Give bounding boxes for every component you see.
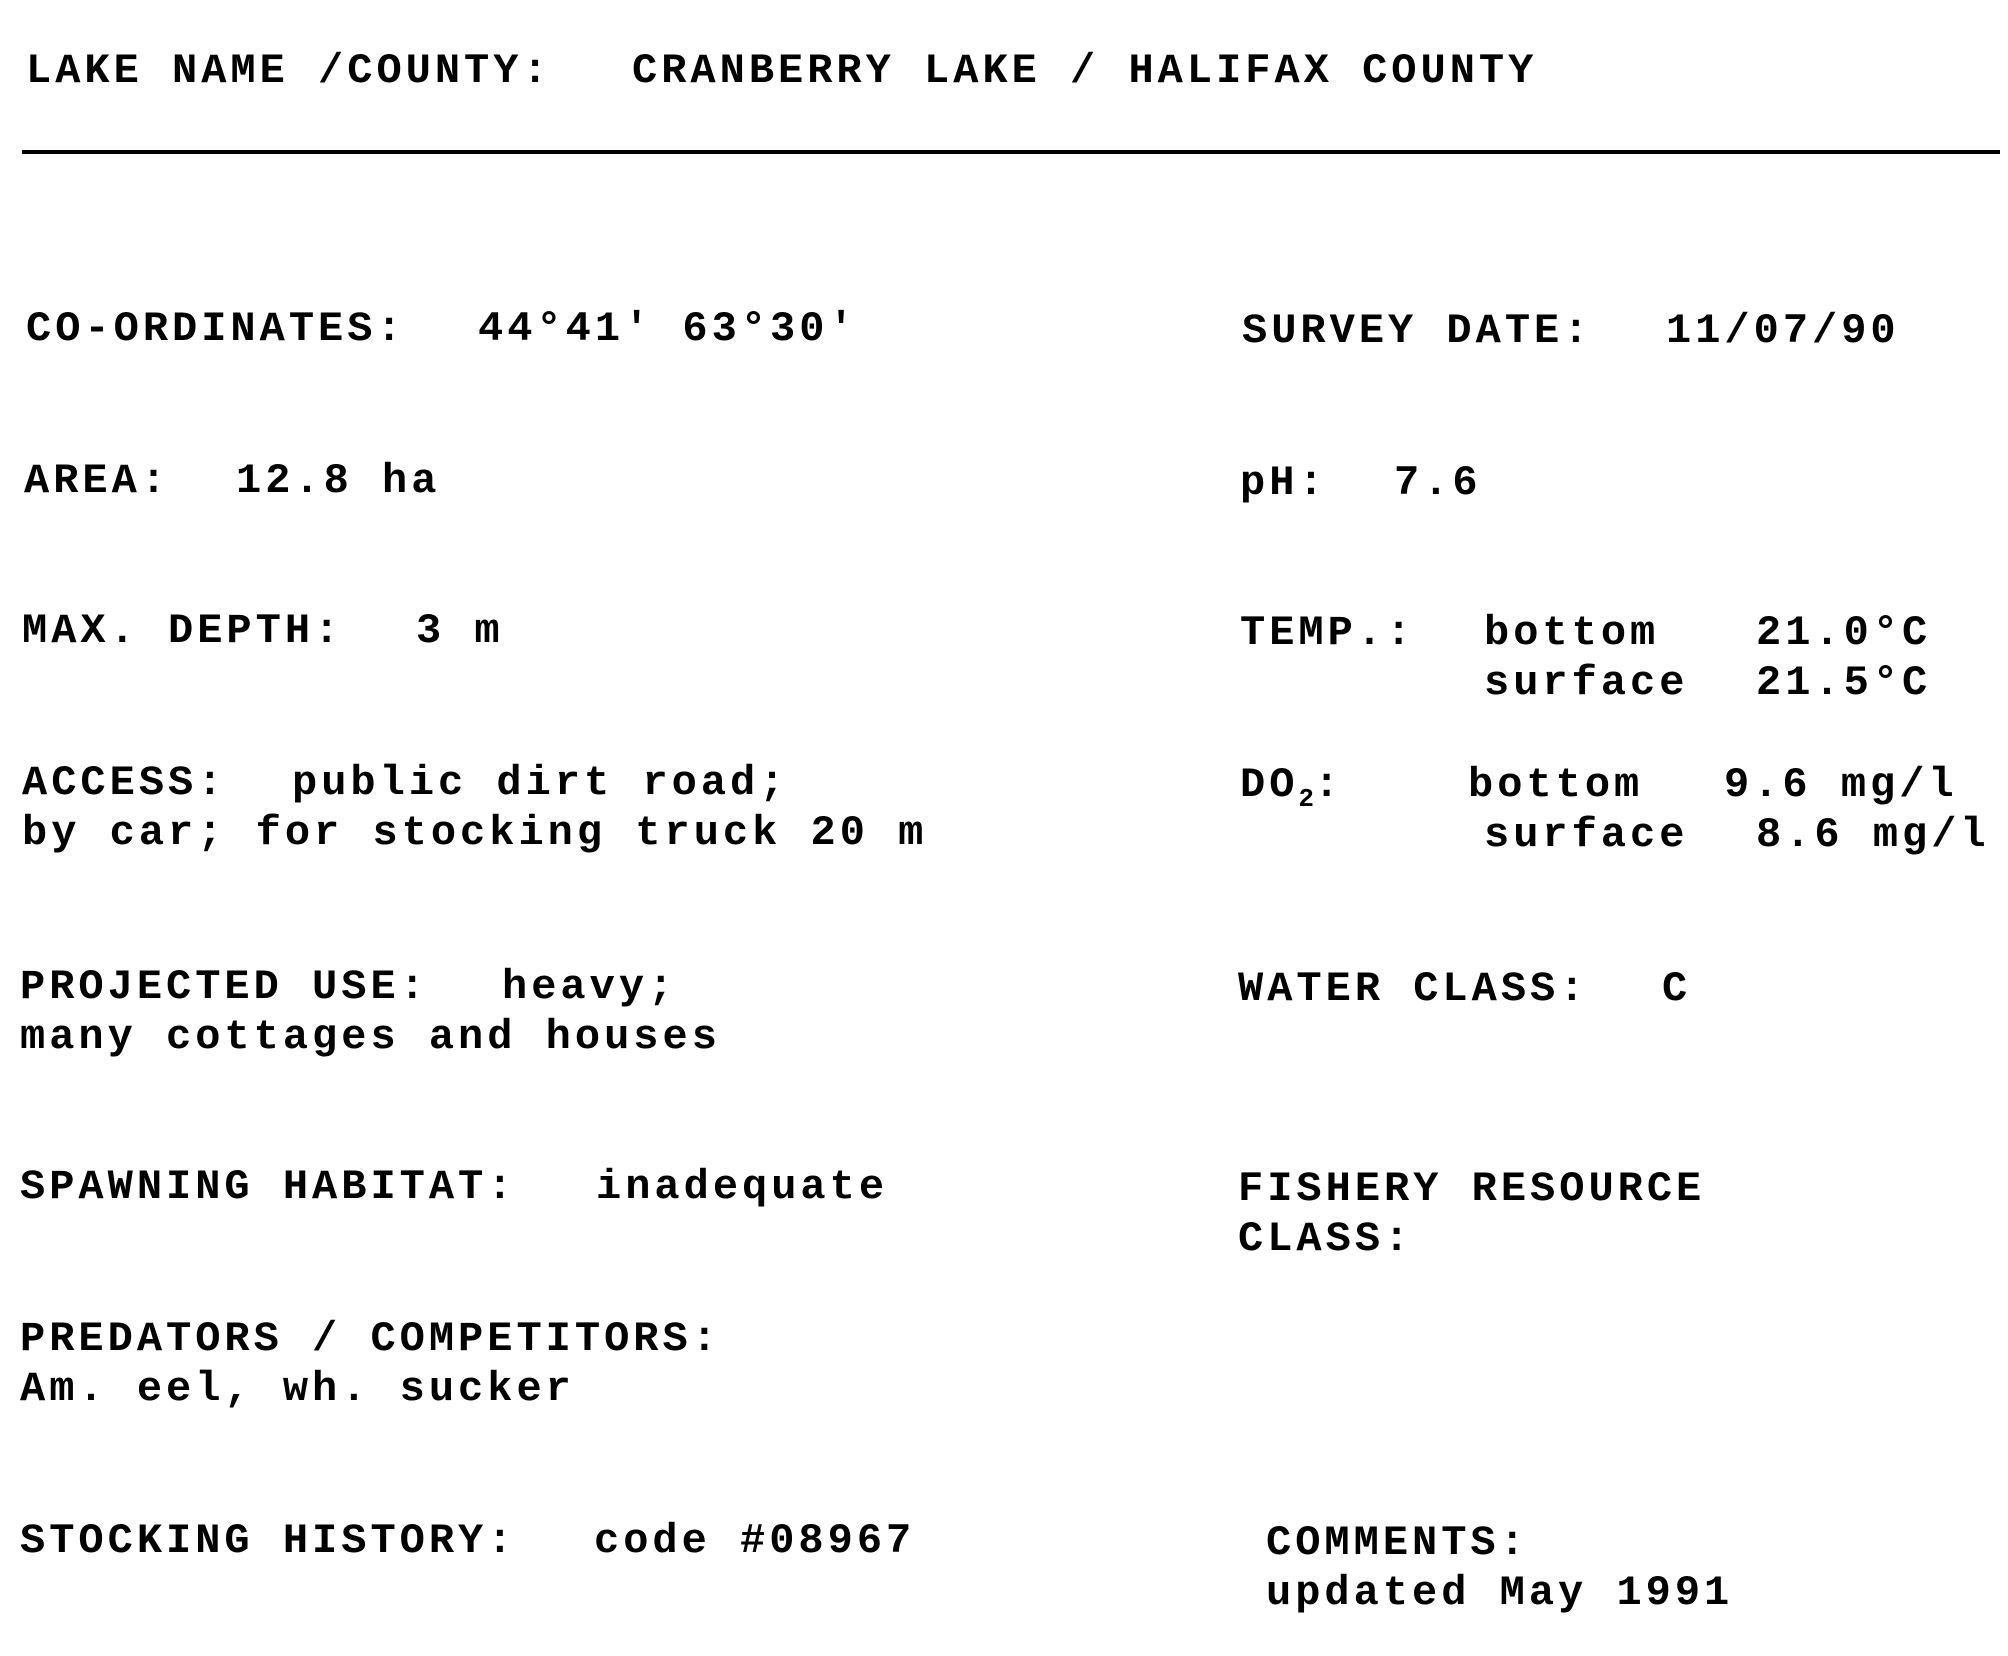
stocking-history-label: STOCKING HISTORY:: [20, 1517, 517, 1565]
temp-surface-label: surface: [1484, 659, 1689, 707]
fishery-resource-label-line2: CLASS:: [1238, 1215, 1414, 1263]
lake-name-label: LAKE NAME /COUNTY:: [26, 47, 552, 95]
spawning-habitat-value: inadequate: [596, 1163, 889, 1211]
stocking-history-value: code #08967: [594, 1517, 916, 1565]
access-value-line2: by car; for stocking truck 20 m: [22, 809, 928, 857]
comments-value: updated May 1991: [1266, 1569, 1734, 1617]
coordinates-label: CO-ORDINATES:: [26, 305, 406, 353]
comments-label: COMMENTS:: [1266, 1519, 1529, 1567]
access-label: ACCESS:: [22, 759, 227, 807]
temp-bottom-value: 21.0°C: [1756, 609, 1932, 657]
temp-surface-value: 21.5°C: [1756, 659, 1932, 707]
projected-use-value-line1: heavy;: [502, 963, 678, 1011]
survey-date-value: 11/07/90: [1666, 307, 1900, 355]
area-label: AREA:: [24, 457, 171, 505]
fishery-resource-label-line1: FISHERY RESOURCE: [1238, 1165, 1706, 1213]
ph-value: 7.6: [1394, 459, 1482, 507]
ph-label: pH:: [1240, 459, 1328, 507]
temp-bottom-label: bottom: [1484, 609, 1660, 657]
do2-surface-label: surface: [1484, 811, 1689, 859]
temp-label: TEMP.:: [1240, 609, 1416, 657]
access-value-line1: public dirt road;: [292, 759, 789, 807]
max-depth-label: MAX. DEPTH:: [22, 607, 344, 655]
predators-label: PREDATORS / COMPETITORS:: [20, 1315, 721, 1363]
header-divider: [22, 150, 2000, 154]
coordinates-value: 44°41' 63°30': [478, 305, 858, 353]
spawning-habitat-label: SPAWNING HABITAT:: [20, 1163, 517, 1211]
do2-bottom-value: 9.6 mg/l: [1724, 761, 1958, 809]
water-class-label: WATER CLASS:: [1238, 965, 1589, 1013]
predators-value: Am. eel, wh. sucker: [20, 1365, 575, 1413]
projected-use-value-line2: many cottages and houses: [20, 1013, 721, 1061]
survey-date-label: SURVEY DATE:: [1242, 307, 1593, 355]
do2-label: $DO_2$:: [1240, 761, 1344, 814]
projected-use-label: PROJECTED USE:: [20, 963, 429, 1011]
do2-bottom-label: bottom: [1468, 761, 1644, 809]
area-value: 12.8 ha: [236, 457, 441, 505]
lake-name-value: CRANBERRY LAKE / HALIFAX COUNTY: [632, 47, 1538, 95]
do2-surface-value: 8.6 mg/l: [1756, 811, 1990, 859]
water-class-value: C: [1662, 965, 1692, 1013]
max-depth-value: 3 m: [416, 607, 504, 655]
